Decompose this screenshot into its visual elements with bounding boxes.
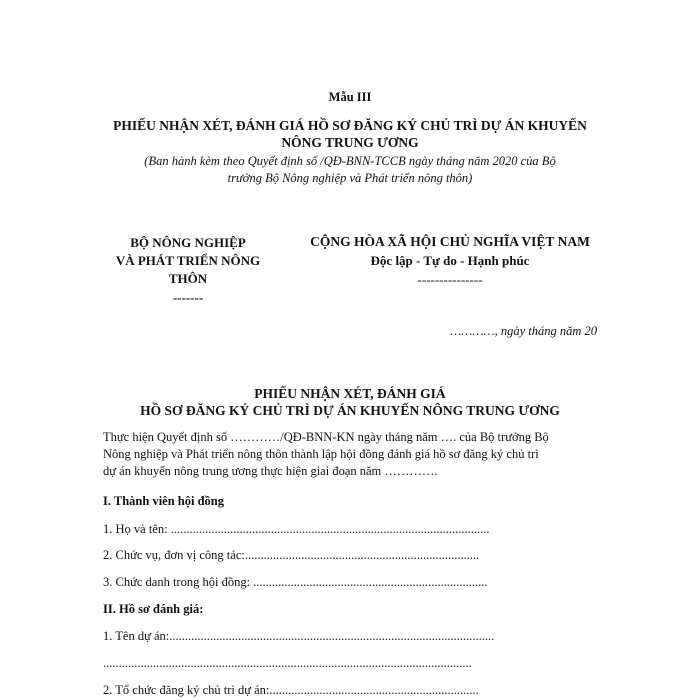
form-code: Mẫu III — [328, 90, 372, 104]
ministry-divider: ------- — [172, 290, 204, 305]
field-full-name: 1. Họ và tên: ...................................................................................................... — [103, 522, 490, 536]
ministry-line2: VÀ PHÁT TRIỂN NÔNG — [115, 253, 261, 268]
field-project-name: 1. Tên dự án:........................................................................................................ — [103, 629, 495, 643]
field-position-unit: 2. Chức vụ, đơn vị công tác:........................................................................... — [103, 548, 480, 562]
section-evaluated-dossier-title: II. Hồ sơ đánh giá: — [103, 602, 204, 616]
intro-line3: dự án khuyến nông trung ương thực hiện giai đoạn năm …………. — [103, 464, 438, 478]
field-continuation-dots: ...................................................................................................................... — [103, 656, 472, 670]
document-title-line1: PHIẾU NHẬN XÉT, ĐÁNH GIÁ HỒ SƠ ĐĂNG KÝ CHỦ TRÌ DỰ ÁN KHUYẾN — [113, 118, 587, 133]
field-host-organization: 2. Tổ chức đăng ký chủ trì dự án:................................................................... — [103, 683, 479, 697]
national-motto: Độc lập - Tự do - Hạnh phúc — [370, 253, 530, 268]
intro-line1: Thực hiện Quyết định số …………/QĐ-BNN-KN ngày tháng năm …. của Bộ trưởng Bộ — [103, 430, 549, 444]
intro-paragraph — [103, 429, 600, 480]
form-heading — [0, 385, 700, 419]
motto-divider: --------------- — [417, 272, 483, 287]
document-title-line2: NÔNG TRUNG ƯƠNG — [281, 135, 419, 150]
date-line: …………, ngày tháng năm 20 — [450, 324, 597, 338]
form-heading-line2: HỒ SƠ ĐĂNG KÝ CHỦ TRÌ DỰ ÁN KHUYẾN NÔNG TRUNG ƯƠNG — [140, 403, 560, 418]
form-heading-line1: PHIẾU NHẬN XÉT, ĐÁNH GIÁ — [254, 386, 446, 401]
ministry-line3: THÔN — [168, 271, 208, 286]
field-council-role: 3. Chức danh trong hội đồng: ........................................................................... — [103, 575, 488, 589]
document-subtitle-line1: (Ban hành kèm theo Quyết định số /QĐ-BNN-TCCB ngày tháng năm 2020 của Bộ — [144, 154, 556, 168]
document-subtitle — [105, 153, 595, 187]
document-subtitle-line2: trưởng Bộ Nông nghiệp và Phát triển nông thôn) — [227, 171, 473, 185]
document-title — [95, 117, 605, 151]
section-council-members-title: I. Thành viên hội đồng — [103, 494, 225, 508]
ministry-line1: BỘ NÔNG NGHIỆP — [130, 235, 246, 250]
republic-name: CỘNG HÒA XÃ HỘI CHỦ NGHĨA VIỆT NAM — [310, 234, 590, 249]
intro-line2: Nông nghiệp và Phát triển nông thôn thành lập hội đồng đánh giá hồ sơ đăng ký chủ trì — [103, 447, 539, 461]
ministry-name — [108, 234, 268, 288]
